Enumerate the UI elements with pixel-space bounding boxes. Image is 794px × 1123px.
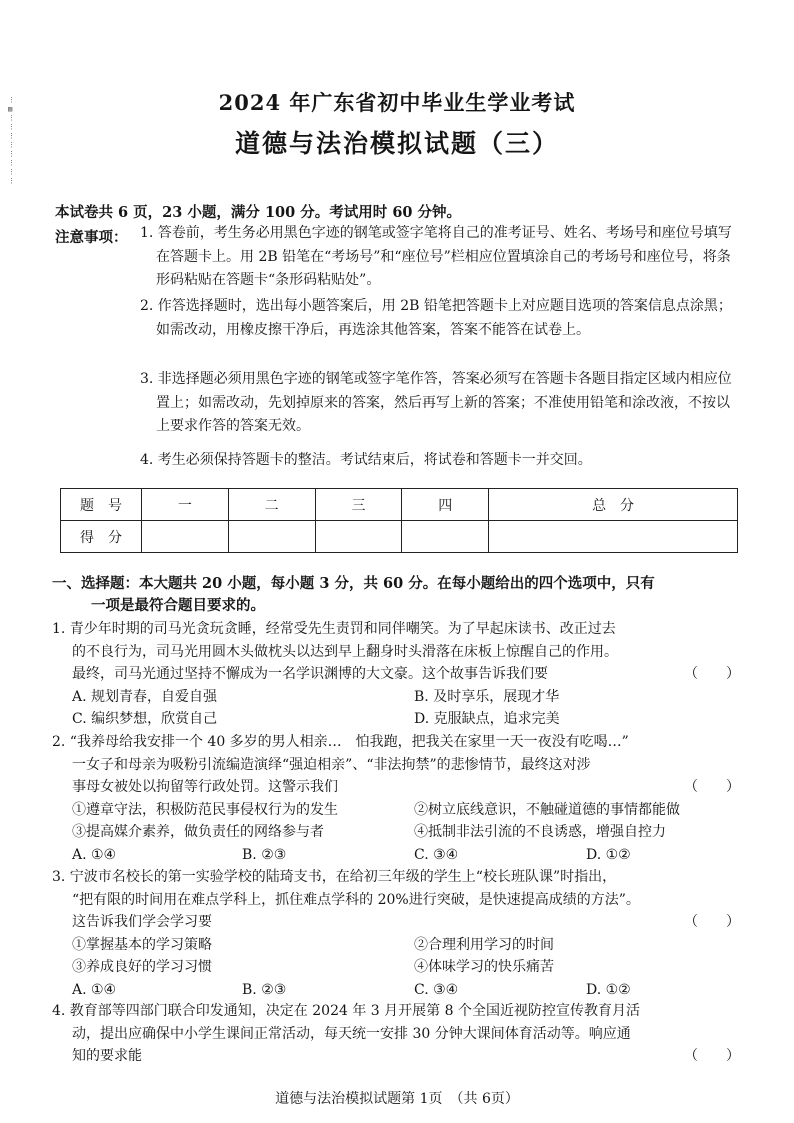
- option-b[interactable]: B. ②③: [242, 981, 287, 998]
- question-4: [52, 1000, 742, 1068]
- question-text: 一女子和母亲为吸粉引流编造演绎“强迫相亲”、“非法拘禁”的悲惨情节，最终这对涉: [72, 756, 591, 773]
- option-b[interactable]: B. ②③: [242, 846, 287, 863]
- option-row: [52, 979, 742, 1002]
- statement-item: ①掌握基本的学习策略: [72, 936, 212, 953]
- option-row: [52, 708, 742, 731]
- option-d[interactable]: D. ①②: [586, 846, 631, 863]
- score-table-header: 三: [315, 489, 402, 521]
- exam-subtitle: 道德与法治模拟试题（三）: [234, 129, 559, 158]
- note-item: 2. 作答选择题时，选出每小题答案后，用 2B 铅笔把答题卡上对应题目选项的答案信息点涂黑；如需改动，用橡皮擦干净后，再选涂其他答案，答案不能答在试卷上。: [140, 298, 732, 338]
- question-text: 1. 青少年时期的司马光贪玩贪睡，经常受先生责罚和同伴嘲笑。为了早起床读书、改正过去: [52, 621, 616, 637]
- question-text: 2. “我养母给我安排一个 40 多岁的男人相亲… 怕我跑，把我关在家里一天一夜没有吃喝…”: [52, 734, 629, 750]
- score-table-header: 二: [228, 489, 315, 521]
- option-c[interactable]: C. 编织梦想，欣赏自己: [72, 711, 218, 728]
- binding-margin-marks: ⋮ ▨ ⋮ ⋮ ⋮ ⋮ ⋮ ⋮ ⋮ ⋮: [8, 96, 15, 185]
- score-cell[interactable]: [315, 521, 402, 553]
- statement-item: ②合理利用学习的时间: [414, 936, 554, 953]
- option-a[interactable]: A. 规划青春，自爱自强: [72, 688, 218, 705]
- option-row: [52, 844, 742, 867]
- option-b[interactable]: B. 及时享乐，展现才华: [414, 688, 560, 705]
- score-row-label: 得 分: [61, 521, 142, 553]
- question-2: [52, 731, 742, 867]
- question-text: 动，提出应确保中小学生课间正常活动，每天统一安排 30 分钟大课间体育活动等。响应通: [72, 1025, 631, 1042]
- statement-item: ④体味学习的快乐痛苦: [414, 959, 554, 976]
- note-item: 1. 答卷前，考生务必用黑色字迹的钢笔或签字笔将自己的准考证号、姓名、考场号和座位号填写在答题卡上。用 2B 铅笔在“考场号”和“座位号”栏相应位置填涂自己的考场号和座位号，将条形码粘贴在答题卡“条形码粘贴处”。: [140, 225, 732, 288]
- score-cell[interactable]: [402, 521, 489, 553]
- option-c[interactable]: C. ③④: [414, 846, 459, 863]
- statement-row: [52, 934, 742, 957]
- score-cell[interactable]: [228, 521, 315, 553]
- score-table-header: 总 分: [489, 489, 738, 521]
- score-cell[interactable]: [142, 521, 229, 553]
- question-text: 4. 教育部等四部门联合印发通知，决定在 2024 年 3 月开展第 8 个全国近视防控宣传教育月活: [52, 1003, 640, 1019]
- notes-label: 注意事项：: [55, 229, 128, 246]
- section-heading: 一、选择题：本大题共 20 小题，每小题 3 分，共 60 分。在每小题给出的四个选项中，只有 一项是最符合题目要求的。: [52, 575, 655, 614]
- question-text: 事母女被处以拘留等行政处罚。这警示我们: [72, 779, 338, 796]
- note-item: 4. 考生必须保持答题卡的整洁。考试结束后，将试卷和答题卡一并交回。: [140, 452, 592, 468]
- exam-title: 2024 年广东省初中毕业生学业考试: [218, 90, 576, 115]
- option-d[interactable]: D. 克服缺点，追求完美: [414, 711, 560, 728]
- answer-bracket[interactable]: （ ）: [684, 1048, 740, 1065]
- question-text: 最终，司马光通过坚持不懈成为一名学识渊博的大文豪。这个故事告诉我们要: [72, 666, 548, 683]
- question-text: 的不良行为，司马光用圆木头做枕头以达到早上翻身时头滑落在床板上惊醒自己的作用。: [72, 643, 618, 660]
- answer-bracket[interactable]: （ ）: [684, 914, 740, 931]
- score-cell[interactable]: [489, 521, 738, 553]
- question-text: “把有限的时间用在难点学科上，抓住难点学科的 20%进行突破，是快速提高成绩的方法”。: [72, 891, 640, 908]
- score-table-header: 题 号: [61, 489, 142, 521]
- statement-item: ④抵制非法引流的不良诱惑，增强自控力: [414, 824, 666, 841]
- question-text: 知的要求能: [72, 1048, 142, 1065]
- answer-bracket[interactable]: （ ）: [684, 779, 740, 796]
- statement-item: ③提高媒介素养，做负责任的网络参与者: [72, 824, 324, 841]
- statement-row: [52, 821, 742, 844]
- statement-item: ②树立底线意识，不触碰道德的事情都能做: [414, 801, 680, 818]
- option-row: [52, 686, 742, 709]
- statement-item: ③养成良好的学习习惯: [72, 959, 212, 976]
- question-3: [52, 866, 742, 1002]
- question-1: [52, 618, 742, 731]
- statement-item: ①遵章守法，积极防范民事侵权行为的发生: [72, 801, 338, 818]
- page-footer: 道德与法治模拟试题第 1页 （共 6页）: [275, 1091, 519, 1107]
- answer-bracket[interactable]: （ ）: [684, 666, 740, 683]
- note-item: 3. 非选择题必须用黑色字迹的钢笔或签字笔作答，答案必须写在答题卡各题目指定区域内相应位置上；如需改动，先划掉原来的答案，然后再写上新的答案；不准使用铅笔和涂改液，不按以上要求作答的答案无效。: [140, 371, 732, 434]
- option-d[interactable]: D. ①②: [586, 981, 631, 998]
- option-a[interactable]: A. ①④: [72, 846, 117, 863]
- score-table-header: 一: [142, 489, 229, 521]
- question-text: 3. 宁波市名校长的第一实验学校的陆琦支书，在给初三年级的学生上“校长班队课”时指出，: [52, 869, 617, 885]
- score-table-header: 四: [402, 489, 489, 521]
- exam-intro: 本试卷共 6 页，23 小题，满分 100 分。考试用时 60 分钟。: [55, 204, 462, 221]
- option-a[interactable]: A. ①④: [72, 981, 117, 998]
- option-c[interactable]: C. ③④: [414, 981, 459, 998]
- question-text: 这告诉我们学会学习要: [72, 914, 212, 931]
- statement-row: [52, 799, 742, 822]
- statement-row: [52, 956, 742, 979]
- score-table: [60, 488, 738, 553]
